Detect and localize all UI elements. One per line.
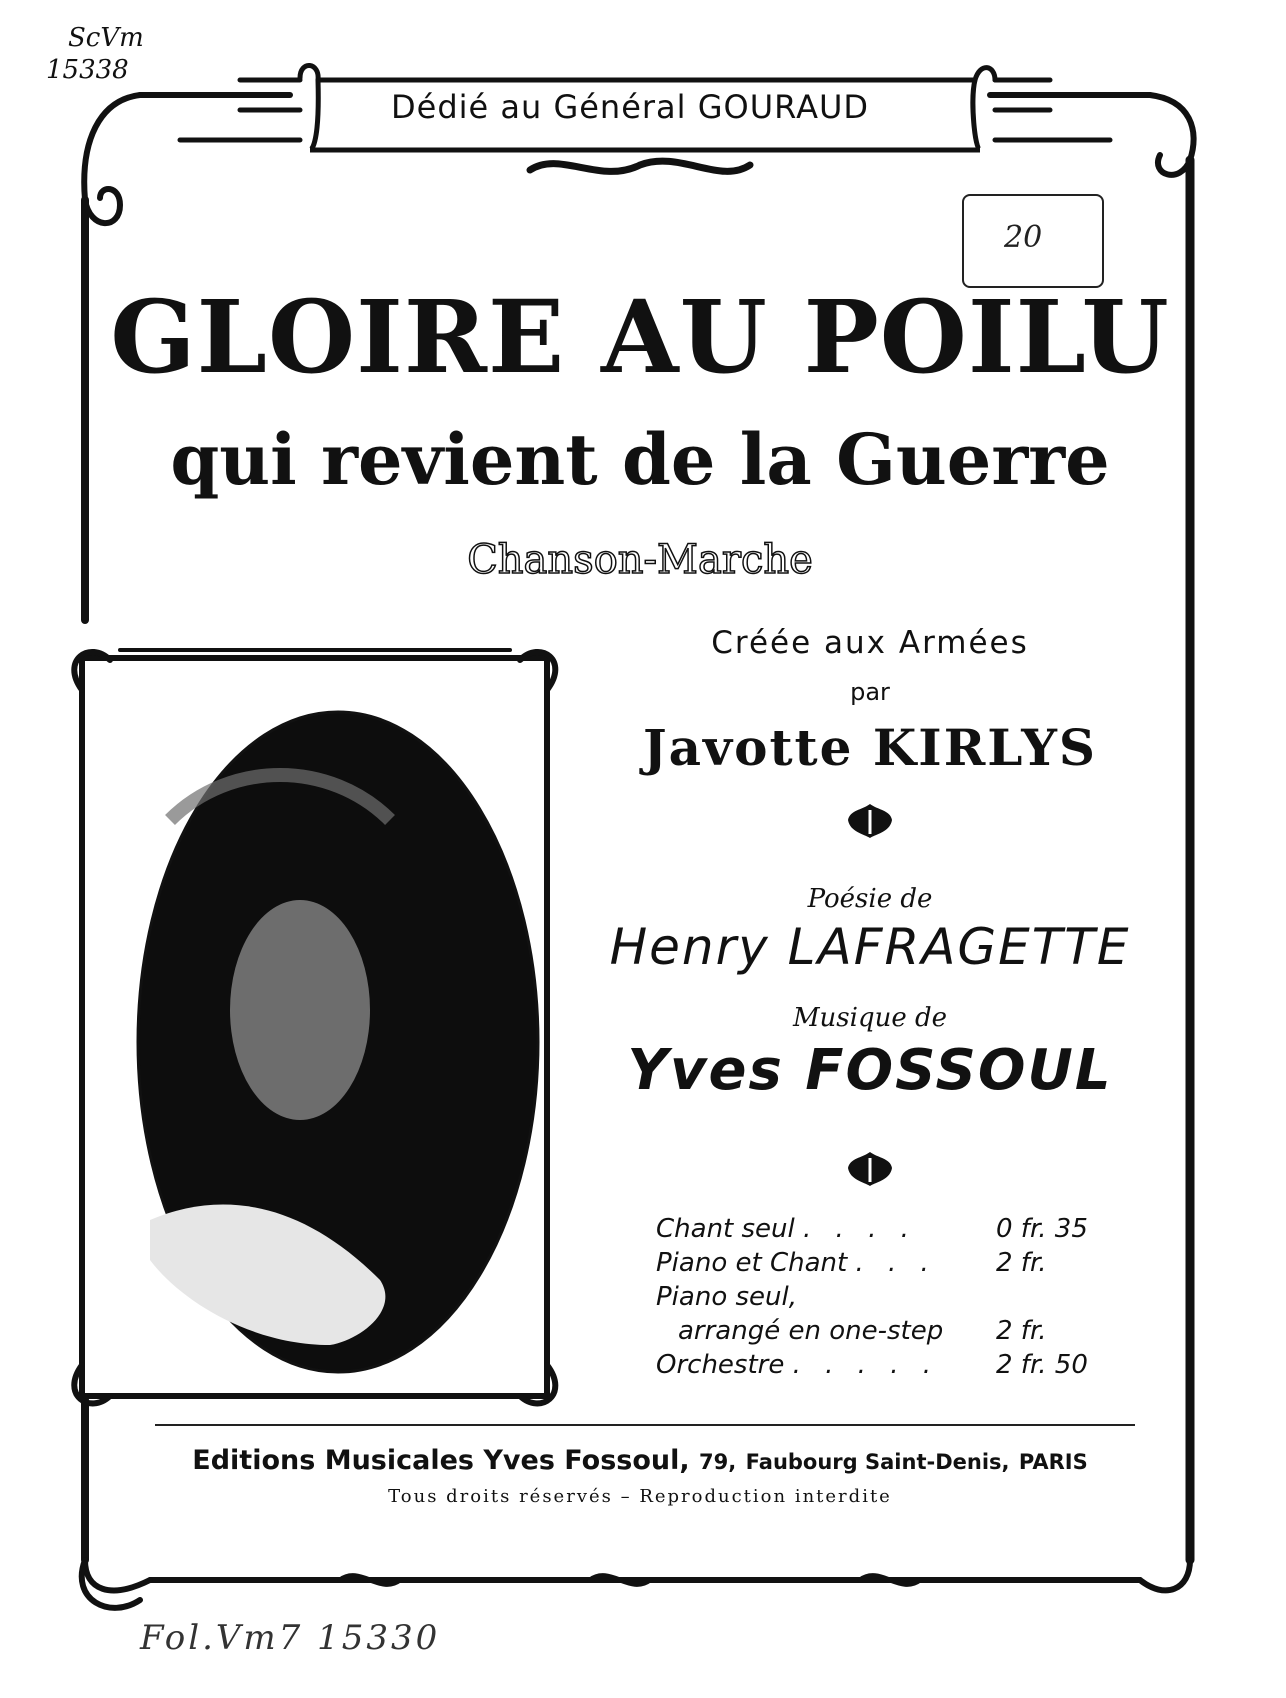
price-row	[656, 1348, 1116, 1382]
price-item: Chant seul . . . .	[656, 1214, 917, 1244]
frame-right-curl-top	[1150, 95, 1194, 175]
price-value: 2 fr.	[996, 1316, 1047, 1346]
flower-ornament-icon	[840, 800, 900, 840]
price-row	[656, 1212, 1116, 1246]
shelfmark-line2: 15338	[46, 55, 129, 85]
price-item: Piano seul,	[656, 1282, 797, 1312]
price-item: Orchestre . . . . .	[656, 1350, 940, 1380]
publisher-line	[110, 1445, 1170, 1476]
musique-label: Musique de	[792, 1003, 948, 1033]
price-list	[656, 1212, 1116, 1382]
frame-left-curl-top	[84, 95, 140, 223]
subtitle: Chanson-Marche	[467, 537, 813, 583]
price-row	[656, 1280, 1116, 1314]
divider	[155, 1424, 1135, 1426]
shelfmark-line1: ScVm	[68, 23, 144, 53]
artist-name: Javotte KIRLYS	[642, 718, 1098, 777]
title-line2: qui revient de la Guerre	[170, 418, 1110, 501]
price-row	[656, 1246, 1116, 1280]
portrait-face-highlight	[230, 900, 370, 1120]
handwritten-note: Fol.Vm7 15330	[140, 1618, 441, 1658]
price-row	[656, 1314, 1116, 1348]
flower-ornament-icon-2	[840, 1148, 900, 1188]
par-text: par	[850, 678, 890, 706]
price-value: 2 fr.	[996, 1248, 1047, 1278]
publisher-number: 79,	[699, 1450, 737, 1474]
poet-name: Henry LAFRAGETTE	[609, 918, 1131, 976]
frame-bottom-curl-right	[1140, 1560, 1190, 1590]
dedication-right-swirl	[995, 80, 1110, 140]
created-text: Créée aux Armées	[711, 625, 1029, 661]
price-item: arrangé en one-step	[678, 1316, 944, 1346]
dedication-left-swirl	[180, 80, 300, 140]
poesie-label: Poésie de	[807, 884, 933, 914]
rights-notice: Tous droits réservés – Reproduction interdite	[388, 1486, 892, 1507]
publisher-city: PARIS	[1018, 1450, 1088, 1474]
price-value	[996, 1280, 1116, 1314]
dedication: Dédié au Général GOURAUD	[390, 88, 870, 126]
title-line1: GLOIRE AU POILU	[110, 278, 1170, 396]
price-item: Piano et Chant . . .	[656, 1248, 937, 1278]
composer-name: Yves FOSSOUL	[627, 1038, 1113, 1103]
stamp-mark: 20	[1004, 220, 1043, 255]
price-value: 0 fr. 35	[996, 1214, 1088, 1244]
library-stamp	[962, 194, 1104, 288]
price-value: 2 fr. 50	[996, 1350, 1088, 1380]
frame-bottom-curl-left	[85, 1560, 150, 1590]
dedication-bottom-ornament	[530, 161, 750, 171]
publisher-name: Editions Musicales Yves Fossoul,	[192, 1445, 690, 1476]
publisher-address: Faubourg Saint-Denis,	[745, 1450, 1010, 1474]
